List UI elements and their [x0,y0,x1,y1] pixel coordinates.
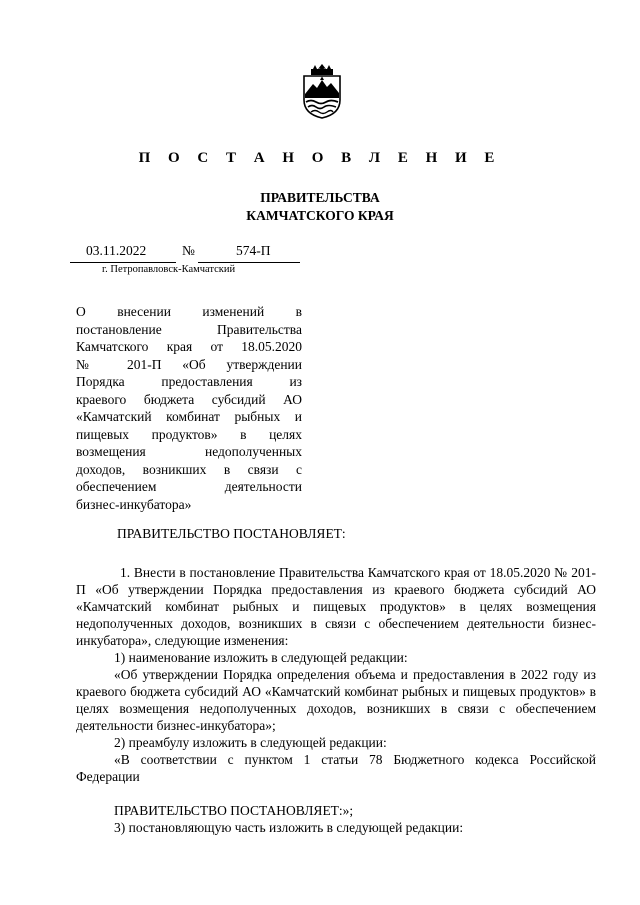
subject-line: О внесении изменений в [76,304,302,319]
body-paragraph: ПРАВИТЕЛЬСТВО ПОСТАНОВЛЯЕТ:»; [114,803,354,818]
resolution-heading: ПРАВИТЕЛЬСТВО ПОСТАНОВЛЯЕТ: [117,526,346,541]
subject-line: доходов, возникших в связи с [76,461,302,477]
authority-line: ПРАВИТЕЛЬСТВА [260,190,380,205]
subject-line: «Камчатский комбинат рыбных и [76,409,302,424]
subject-line: Камчатского края от 18.05.2020 [76,339,302,354]
issuing-authority [0,189,640,225]
authority-line: КАМЧАТСКОГО КРАЯ [246,208,394,223]
document-date: 03.11.2022 [86,243,147,258]
body-paragraph: «Об утверждении Порядка определения объема и предоставления в 2022 году из краевого бюджета субсидий АО «Камчатский комбинат рыбных и пищевых продуктов» в целях возмещения недополученных доходов, возникших в связи с обеспечением деятельности бизнес-инкубатора»; [76,667,596,733]
subject-line: обеспечением деятельности [76,479,302,494]
document-type-title: П О С Т А Н О В Л Е Н И Е [138,150,502,166]
document-body [76,564,596,836]
document-city: г. Петропавловск-Камчатский [102,264,236,275]
body-paragraph: 1) наименование изложить в следующей редакции: [114,650,408,665]
document-subject [76,303,302,513]
coat-of-arms-icon [300,62,344,120]
subject-line: Порядка предоставления из [76,374,302,389]
number-underline [198,262,300,263]
body-paragraph: «В соответствии с пунктом 1 статьи 78 Бюджетного кодекса Российской Федерации [76,752,596,784]
date-underline [70,262,176,263]
subject-line: возмещения недополученных [76,444,302,459]
body-paragraph: 2) преамбулу изложить в следующей редакции: [114,735,387,750]
subject-line: постановление Правительства [76,321,302,337]
number-sign: № [182,243,195,258]
subject-line: бизнес-инкубатора» [76,496,192,512]
document-number: 574-П [236,243,271,258]
subject-line: № 201-П «Об утверждении [76,356,302,372]
subject-line: краевого бюджета субсидий АО [76,391,302,407]
subject-line: пищевых продуктов» в целях [76,426,302,442]
body-paragraph: 1. Внести в постановление Правительства Камчатского края от 18.05.2020 № 201-П «Об утверждении Порядка предоставления из краевого бюджета субсидий АО «Камчатский комбинат рыбных и пищевых продуктов» в целях возмещения недополученных доходов, возникших в связи с обеспечением деятельности бизнес-инкубатора», следующие изменения: [76,565,596,648]
body-paragraph: 3) постановляющую часть изложить в следующей редакции: [114,820,464,835]
